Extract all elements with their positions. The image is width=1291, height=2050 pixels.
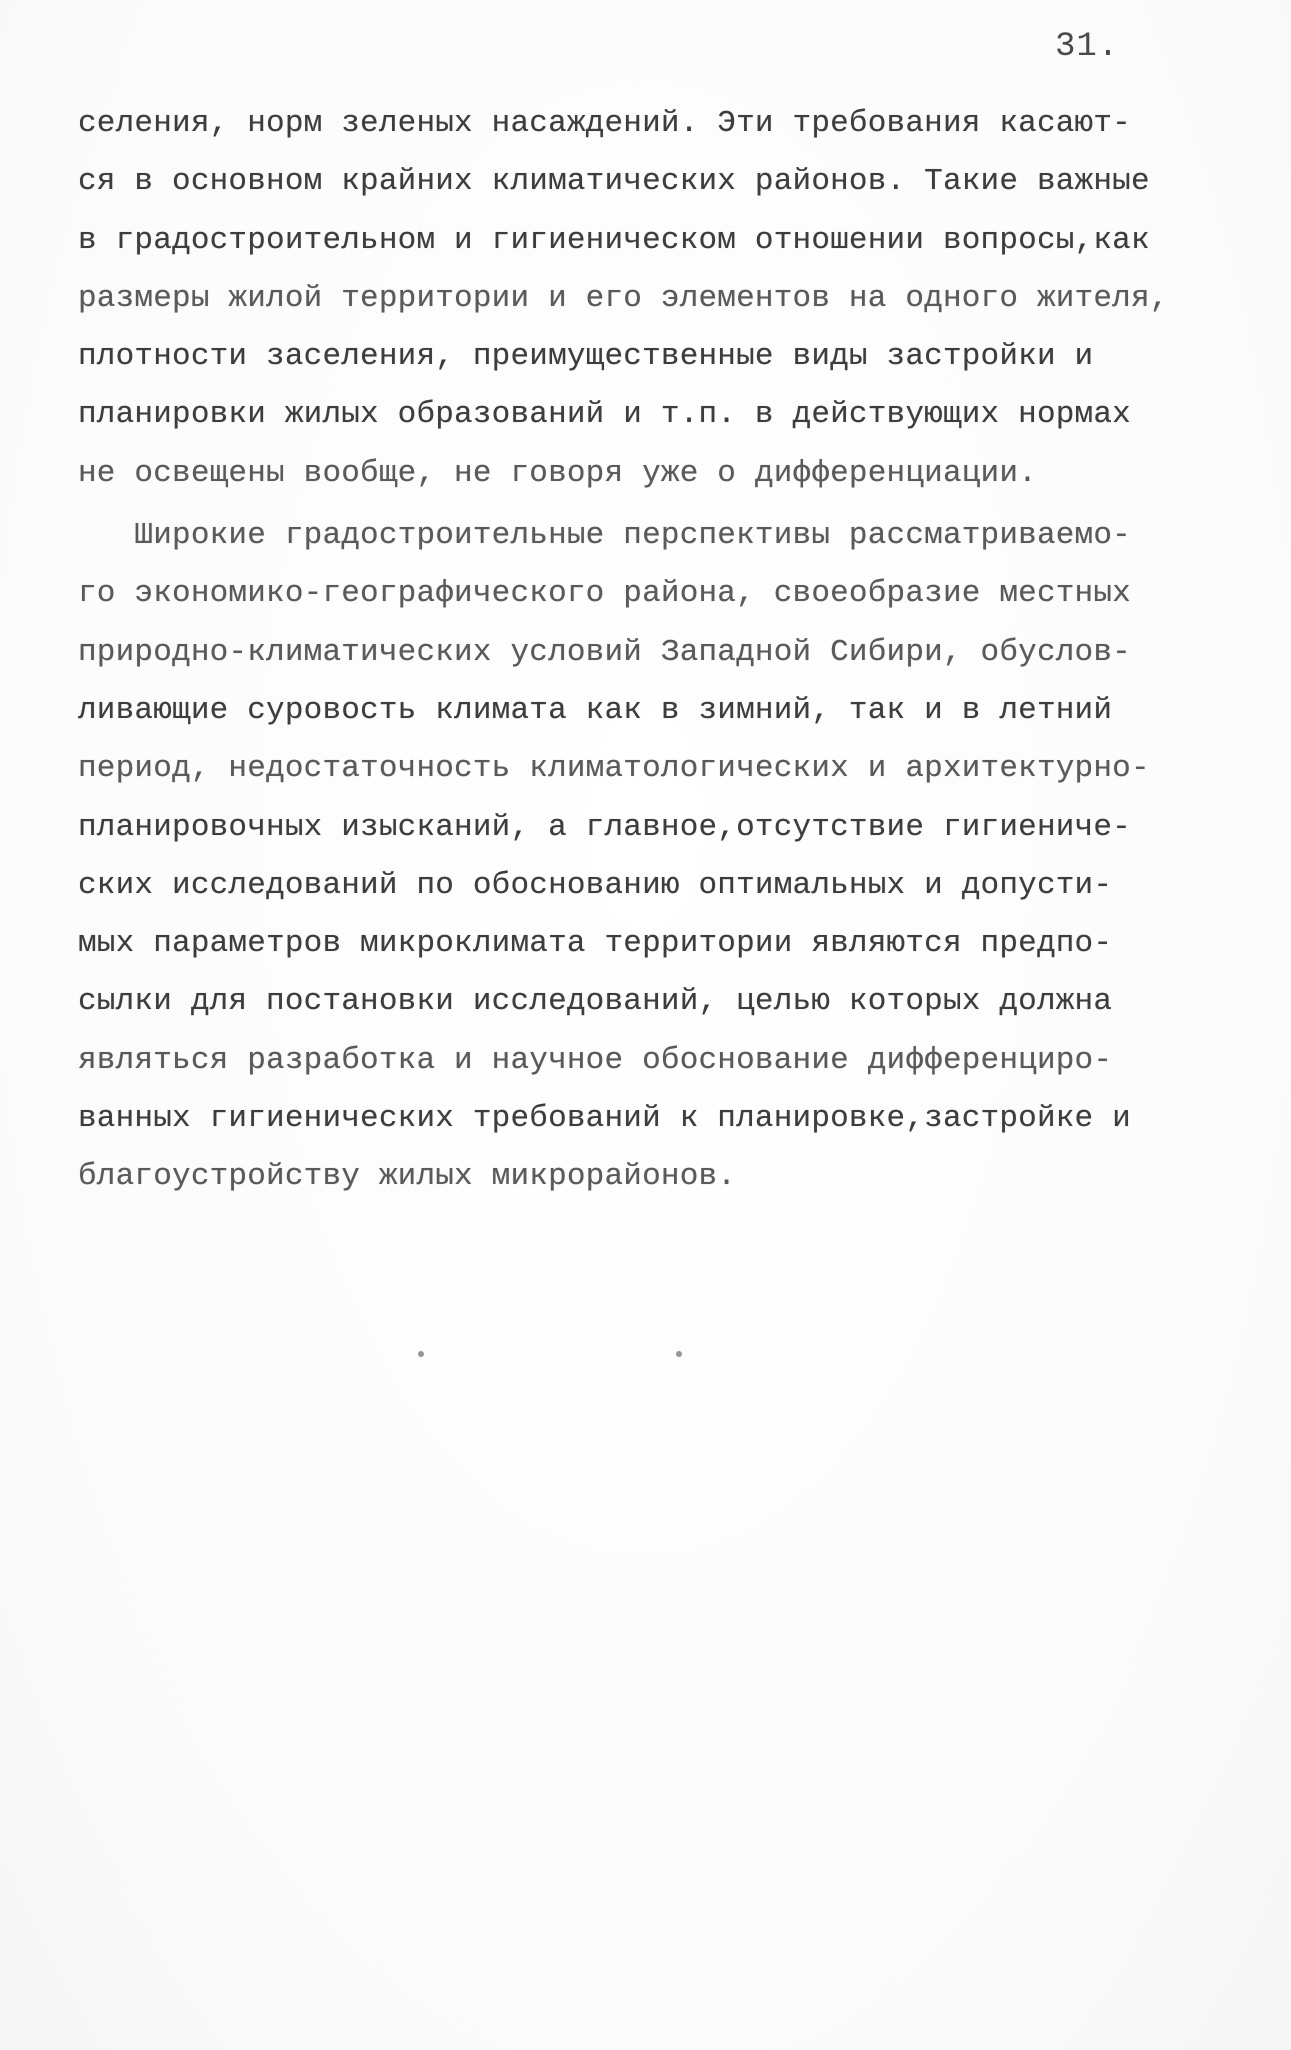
paragraph-2: [78, 507, 1208, 1207]
paragraph-1: [78, 95, 1208, 503]
text-line: ванных гигиенических требований к планировке,застройке и: [78, 1101, 1131, 1137]
text-line: сылки для постановки исследований, целью которых должна: [78, 984, 1113, 1020]
text-line: размеры жилой территории и его элементов на одного жителя,: [78, 280, 1169, 316]
body-text: [78, 95, 1208, 1207]
text-line: в градостроительном и гигиеническом отношении вопросы,как: [78, 222, 1150, 258]
page-number: 31.: [1055, 28, 1120, 66]
text-line: го экономико-географического района, своеобразие местных: [78, 576, 1131, 612]
ink-dot: [418, 1351, 424, 1357]
text-line: мых параметров микроклимата территории являются предпо-: [78, 926, 1113, 962]
text-line: природно-климатических условий Западной Сибири, обуслов-: [78, 634, 1131, 670]
text-line: ливающие суровость климата как в зимний, так и в летний: [78, 692, 1113, 728]
text-line: ся в основном крайних климатических районов. Такие важные: [78, 164, 1150, 200]
text-line: не освещены вообще, не говоря уже о дифференциации.: [78, 455, 1037, 491]
text-line: планировки жилых образований и т.п. в действующих нормах: [78, 397, 1131, 433]
text-line: Широкие градостроительные перспективы рассматриваемо-: [78, 518, 1131, 554]
text-line: планировочных изысканий, а главное,отсутствие гигиениче-: [78, 809, 1131, 845]
text-line: период, недостаточность климатологических и архитектурно-: [78, 751, 1150, 787]
text-line: плотности заселения, преимущественные виды застройки и: [78, 339, 1094, 375]
text-line: селения, норм зеленых насаждений. Эти требования касают-: [78, 106, 1131, 141]
ink-dot: [676, 1351, 682, 1357]
text-line: ских исследований по обоснованию оптимальных и допусти-: [78, 867, 1113, 903]
text-line: являться разработка и научное обоснование дифференциро-: [78, 1042, 1113, 1078]
text-line: благоустройству жилых микрорайонов.: [78, 1159, 737, 1195]
